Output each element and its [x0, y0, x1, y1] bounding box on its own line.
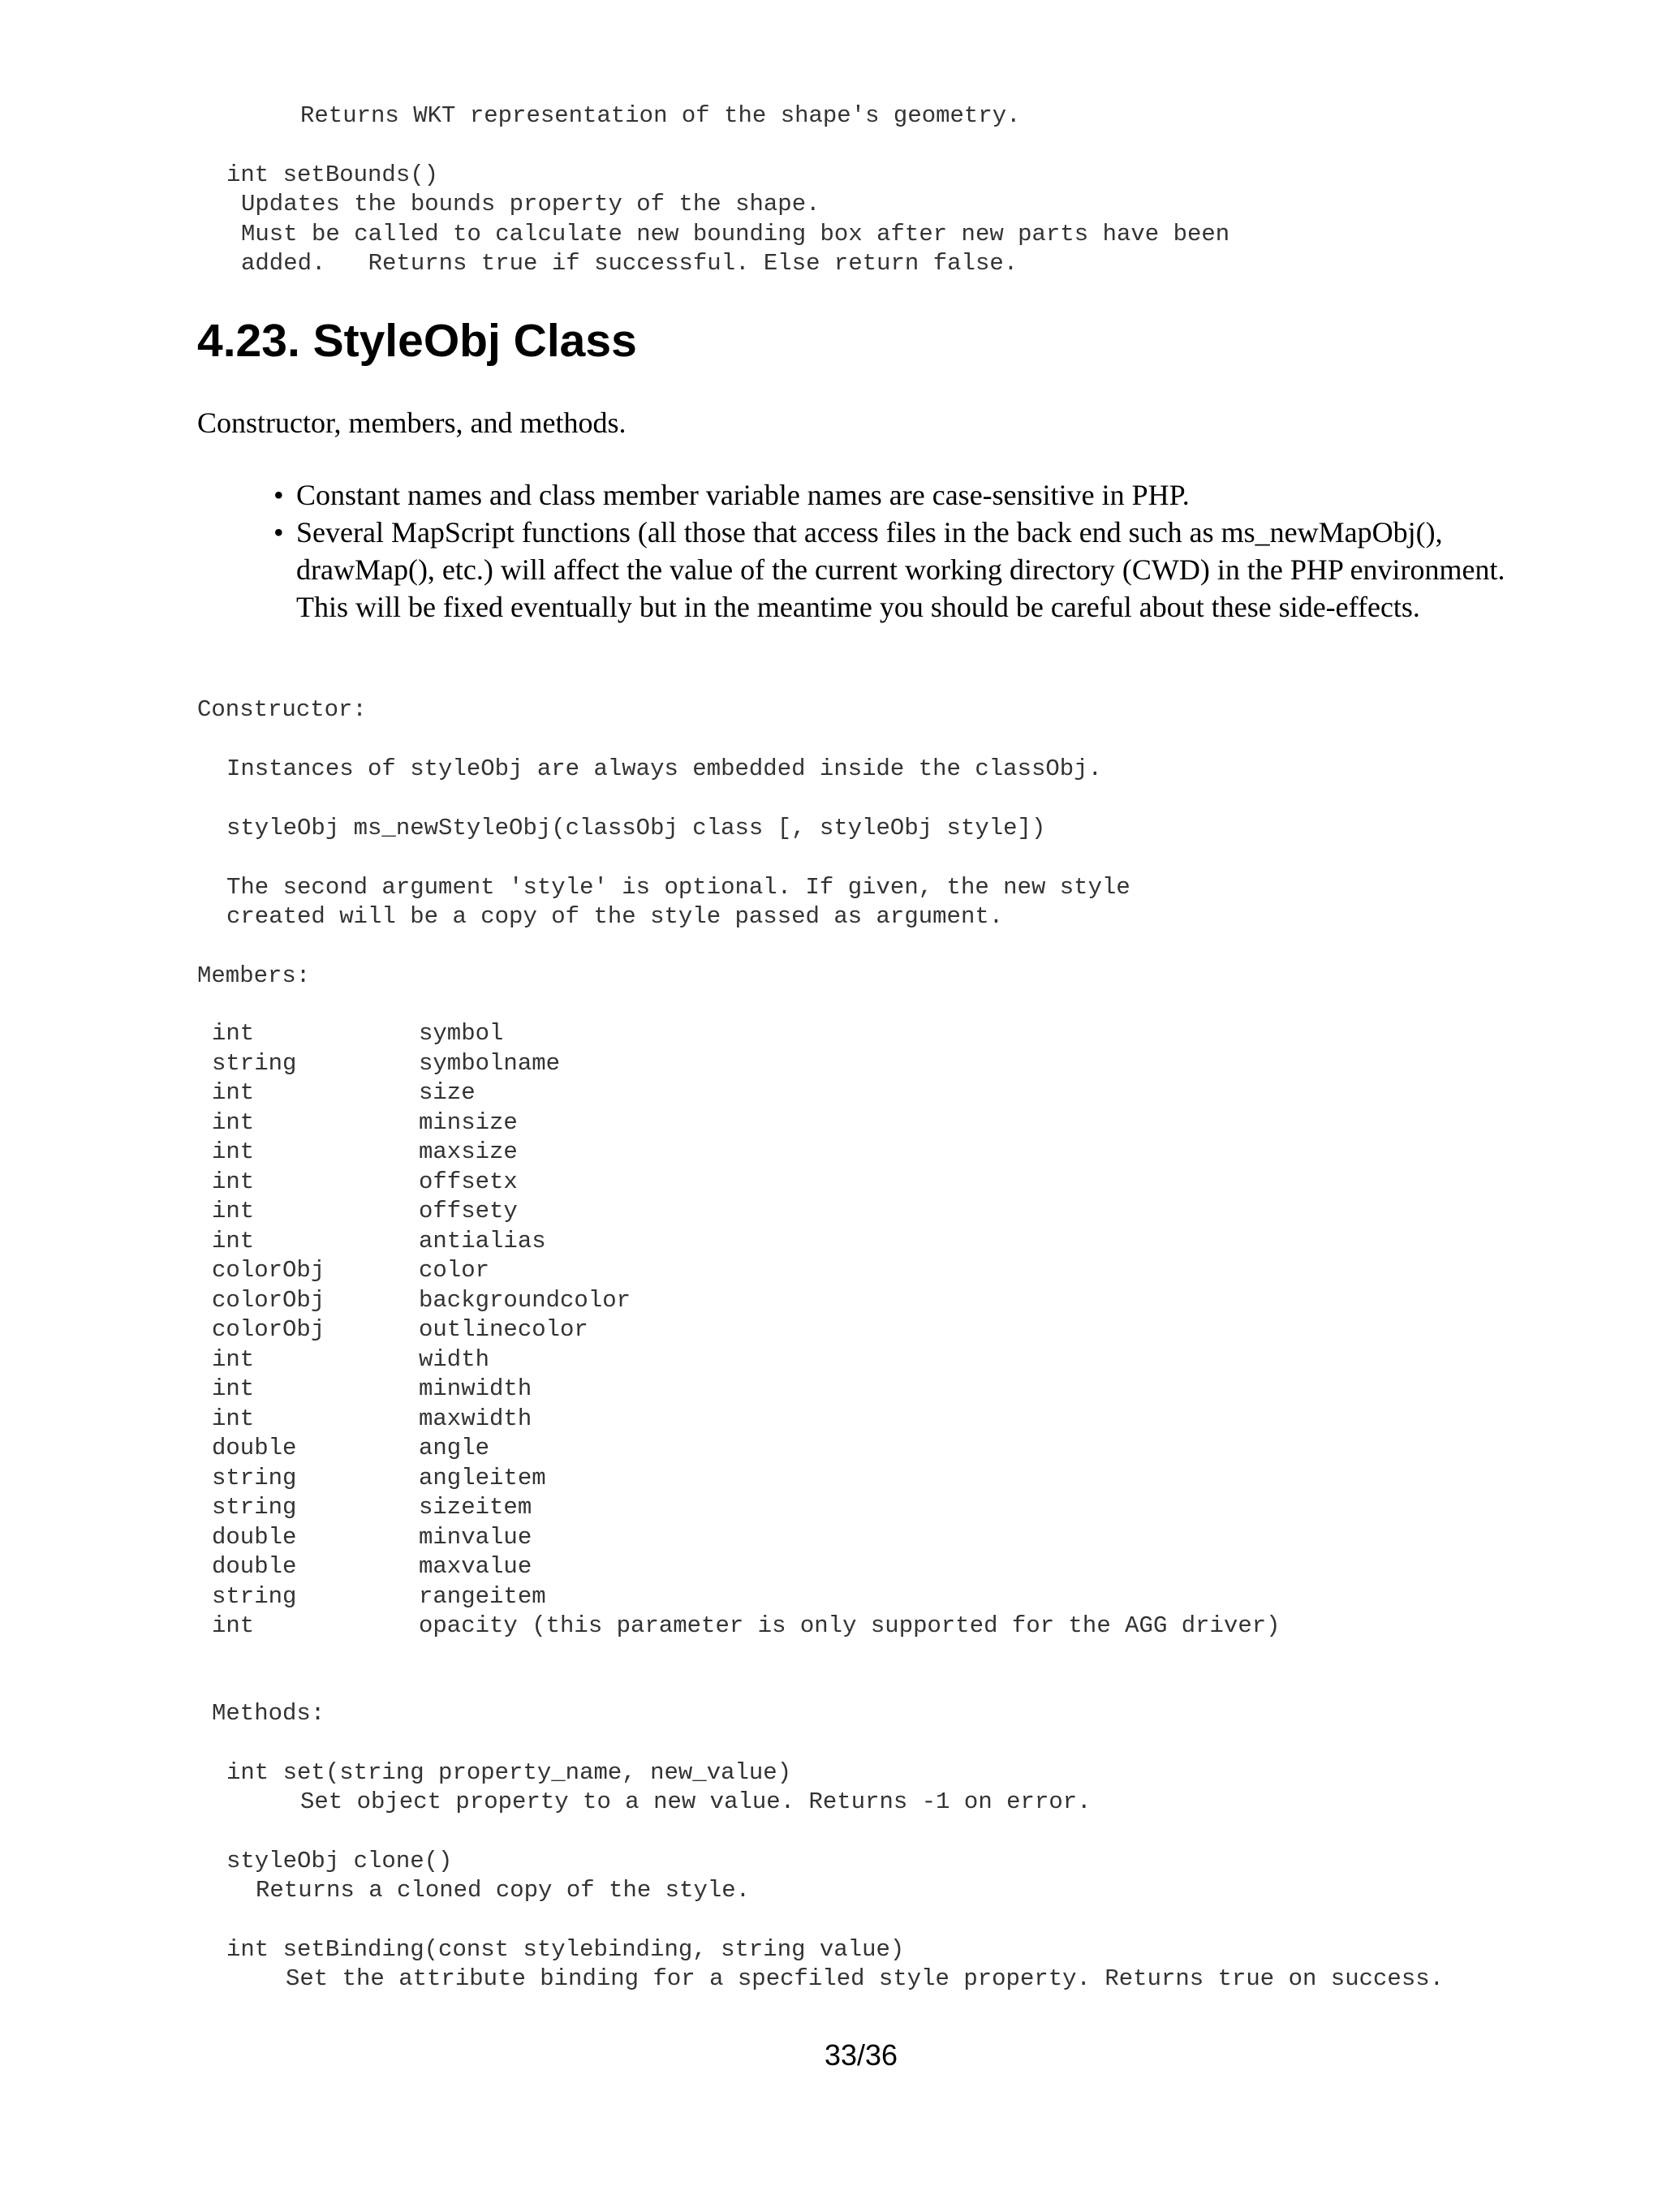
member-name: angleitem: [419, 1464, 546, 1491]
list-item: [273, 476, 1523, 514]
table-row: [212, 1345, 1281, 1375]
member-name: minsize: [419, 1108, 518, 1136]
table-row: [212, 1197, 1281, 1227]
clone-method-description: Returns a cloned copy of the style.: [256, 1877, 751, 1904]
table-row: [212, 1168, 1281, 1198]
wkt-description: Returns WKT representation of the shape's geometry.: [300, 102, 1021, 129]
members-label: Members:: [197, 962, 311, 989]
member-type: int: [212, 1612, 255, 1639]
member-type: double: [212, 1435, 297, 1461]
member-name: antialias: [419, 1227, 546, 1254]
member-name: maxsize: [419, 1138, 518, 1165]
set-method-signature: int set(string property_name, new_value): [226, 1759, 792, 1786]
member-name: outlinecolor: [419, 1316, 588, 1343]
member-name: symbolname: [419, 1049, 561, 1077]
member-name: rangeitem: [419, 1582, 546, 1610]
member-type: int: [212, 1198, 255, 1224]
list-item: [273, 514, 1523, 626]
setbinding-method-signature: int setBinding(const stylebinding, string value): [226, 1936, 905, 1963]
section-intro: Constructor, members, and methods.: [197, 407, 626, 439]
member-name: opacity (this parameter is only supported for the AGG driver): [419, 1612, 1281, 1639]
table-row: [212, 1552, 1281, 1582]
member-type: int: [212, 1079, 255, 1106]
member-name: size: [419, 1079, 476, 1106]
table-row: [212, 1375, 1281, 1405]
members-table: [212, 1019, 1281, 1642]
member-type: int: [212, 1020, 255, 1047]
bullet-icon: •: [273, 479, 284, 511]
clone-method-signature: styleObj clone(): [226, 1848, 453, 1874]
constructor-signature: styleObj ms_newStyleObj(classObj class [, styleObj style]): [226, 815, 1046, 841]
note-text: Constant names and class member variable names are case-sensitive in PHP.: [296, 479, 1190, 511]
member-name: color: [419, 1257, 490, 1284]
table-row: [212, 1582, 1281, 1612]
constructor-note-line2: created will be a copy of the style passed as argument.: [226, 903, 1004, 930]
section-heading: 4.23. StyleObj Class: [197, 315, 637, 367]
member-name: offsetx: [419, 1168, 518, 1195]
member-type: int: [212, 1138, 255, 1165]
member-type: int: [212, 1345, 255, 1373]
table-row: [212, 1286, 1281, 1316]
member-type: int: [212, 1227, 255, 1254]
setbounds-signature: int setBounds(): [226, 161, 439, 188]
member-type: colorObj: [212, 1286, 325, 1314]
table-row: [212, 1434, 1281, 1464]
member-name: sizeitem: [419, 1494, 532, 1521]
setbounds-description-line2: Must be called to calculate new bounding box after new parts have been: [241, 221, 1230, 247]
table-row: [212, 1315, 1281, 1345]
member-type: int: [212, 1168, 255, 1195]
constructor-note-line1: The second argument 'style' is optional. If given, the new style: [226, 874, 1130, 901]
table-row: [212, 1108, 1281, 1138]
table-row: [212, 1405, 1281, 1435]
member-name: maxwidth: [419, 1405, 532, 1432]
member-name: offsety: [419, 1198, 518, 1224]
member-name: backgroundcolor: [419, 1286, 631, 1314]
member-type: int: [212, 1375, 255, 1402]
member-type: string: [212, 1582, 297, 1610]
table-row: [212, 1464, 1281, 1494]
methods-label: Methods:: [212, 1700, 325, 1727]
table-row: [212, 1612, 1281, 1642]
table-row: [212, 1019, 1281, 1049]
table-row: [212, 1049, 1281, 1079]
notes-list: [273, 476, 1523, 626]
table-row: [212, 1078, 1281, 1108]
table-row: [212, 1256, 1281, 1286]
member-name: maxvalue: [419, 1553, 532, 1580]
setbounds-description-line1: Updates the bounds property of the shape.: [241, 191, 820, 217]
table-row: [212, 1138, 1281, 1168]
table-row: [212, 1523, 1281, 1553]
member-type: string: [212, 1494, 297, 1521]
member-name: width: [419, 1345, 490, 1373]
member-type: string: [212, 1464, 297, 1491]
note-text: Several MapScript functions (all those that access files in the back end such as ms_newMapObj(), drawMap(), etc.) will affect the value of the current working directory (CWD) in the PHP environment. This will be fixed eventually but in the meantime you should be careful about these side-effects.: [296, 516, 1505, 623]
member-type: colorObj: [212, 1257, 325, 1284]
constructor-line: Instances of styleObj are always embedded inside the classObj.: [226, 755, 1102, 782]
member-type: int: [212, 1405, 255, 1432]
bullet-icon: •: [273, 516, 284, 549]
page-number: 33/36: [824, 2038, 898, 2072]
set-method-description: Set object property to a new value. Returns -1 on error.: [300, 1788, 1091, 1815]
member-type: int: [212, 1108, 255, 1136]
member-type: string: [212, 1049, 297, 1077]
table-row: [212, 1493, 1281, 1523]
constructor-label: Constructor:: [197, 696, 367, 723]
member-name: symbol: [419, 1020, 504, 1047]
member-type: double: [212, 1523, 297, 1551]
setbinding-method-description: Set the attribute binding for a specfiled style property. Returns true on success.: [286, 1965, 1445, 1992]
member-type: double: [212, 1553, 297, 1580]
member-name: minvalue: [419, 1523, 532, 1551]
table-row: [212, 1227, 1281, 1257]
member-name: angle: [419, 1435, 490, 1461]
member-name: minwidth: [419, 1375, 532, 1402]
member-type: colorObj: [212, 1316, 325, 1343]
setbounds-description-line3: added. Returns true if successful. Else return false.: [241, 250, 1018, 277]
